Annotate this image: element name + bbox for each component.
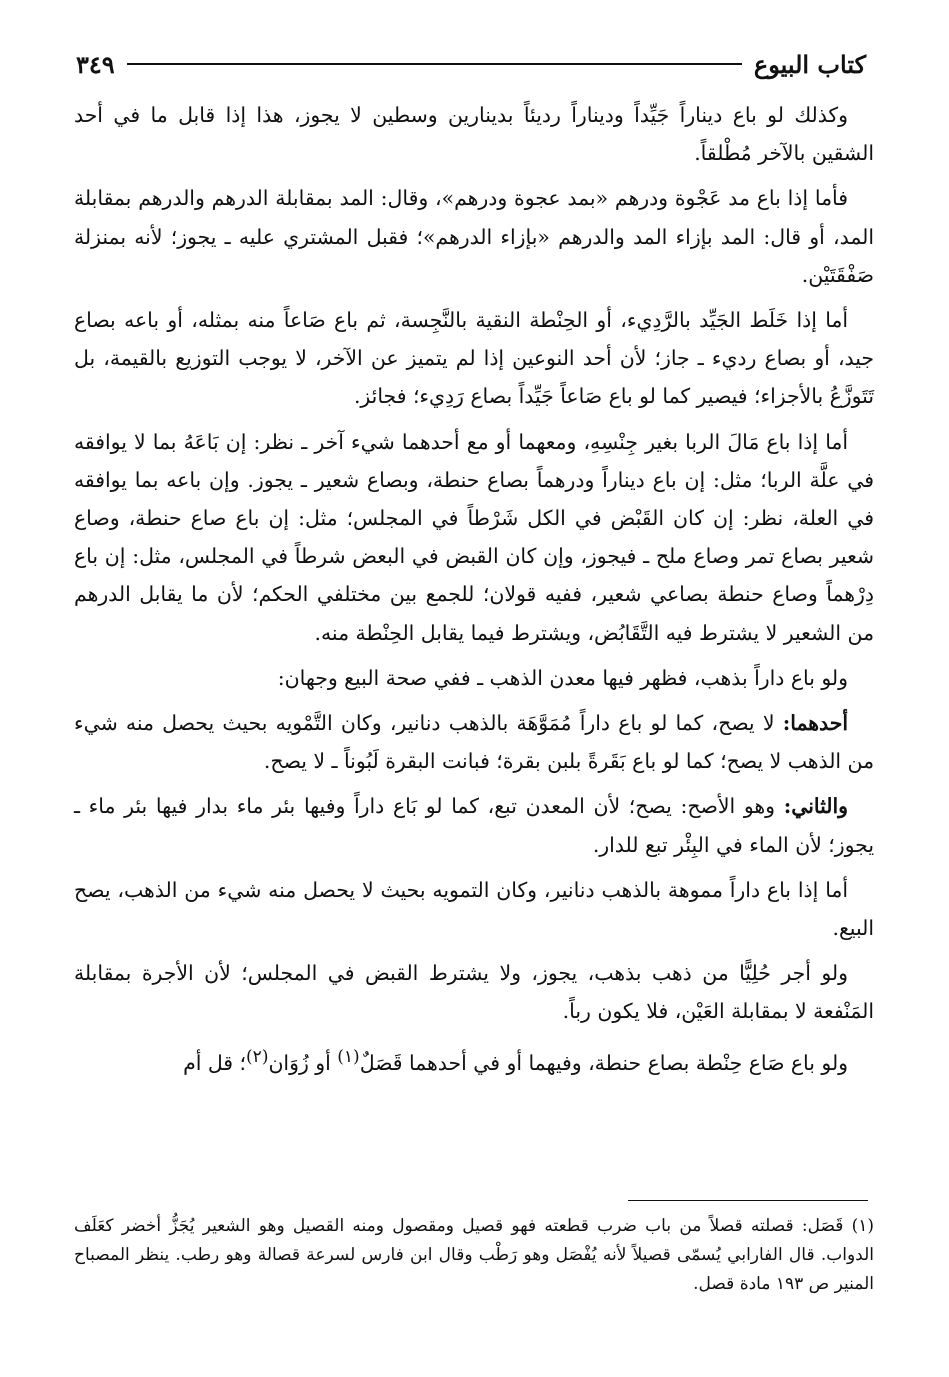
second-view-lead: والثاني: <box>783 794 848 819</box>
first-view-lead: أحدهما: <box>782 711 848 736</box>
footnote-separator <box>628 1200 868 1201</box>
paragraph: وكذلك لو باع ديناراً جَيِّداً وديناراً رديئاً بدينارين وسطين لا يجوز، هذا إذا قابل ما في أحد الشقين بالآخر مُطْلقاً. <box>74 103 874 166</box>
second-view-text: وهو الأصح: يصح؛ لأن المعدن تبع، كما لو بَاع داراً وفيها بئر ماء بدار فيها بئر ماء ـ يجوز؛ لأن الماء في البِئْر تبع للدار. <box>74 794 874 857</box>
footnotes <box>74 1212 874 1299</box>
first-view-text: لا يصح، كما لو باع داراً مُمَوَّهَة بالذهب دنانير، وكان التَّمْويه بحيث يحصل منه شيء من الذهب لا يصح؛ كما لو باع بَقَرةً بلبن بقرة؛ فبانت البقرة لَبُوناً ـ لا يصح. <box>74 711 874 774</box>
running-header <box>76 44 866 84</box>
chapter-title: كتاب البيوع <box>753 49 866 79</box>
page-number: ٣٤٩ <box>76 49 115 79</box>
main-text <box>74 96 874 1089</box>
paragraph: أما إذا باع مَالَ الربا بغير جِنْسِهِ، ومعهما أو مع أحدهما شيء آخر ـ نظر: إن بَاعَهُ بما لا يوافقه في علَّة الربا؛ مثل: إن باع ديناراً ودرهماً بصاع حنطة، وبصاع شعير ـ يجوز. وإن باعه بما يوافقه في العلة، نظر: إن كان القَبْض في الكل شَرْطاً في المجلس؛ مثل: إن باع صاع حنطة، وصاع شعير بصاع تمر وصاع ملح ـ فيجوز، وإن كان القبض في البعض شرطاً في المجلس، مثل: إن باع دِرْهماً وصاع حنطة بصاعي شعير، ففيه قولان؛ للجمع بين مختلفي الحكم؛ لأن ما يقابل الدرهم من الشعير لا يشترط فيه التَّقَابُض، ويشترط فيما يقابل الحِنْطة منه. <box>74 429 874 645</box>
last-paragraph <box>74 1038 874 1082</box>
paragraph: ولو أجر حُلِيًّا من ذهب بذهب، يجوز، ولا يشترط القبض في المجلس؛ لأن الأجرة بمقابلة المَنْفعة لا بمقابلة العَيْن، فلا يكون رباً. <box>74 961 874 1024</box>
footnote-ref-2: (٢) <box>246 1046 269 1067</box>
last-paragraph-text: ولو باع صَاع حِنْطة بصاع حنطة، وفيهما أو في أحدهما قَصَلٌ <box>359 1050 848 1075</box>
paragraph: فأما إذا باع مد عَجْوة ودرهم «بمد عجوة ودرهم»، وقال: المد بمقابلة الدرهم والدرهم بمقابلة المد، أو قال: المد بإزاء المد والدرهم «بإزاء الدرهم»؛ فقبل المشتري عليه ـ يجوز؛ لأنه بمنزلة صَفْقَتَيْن. <box>74 186 874 287</box>
last-paragraph-middle: أو زُوَان <box>268 1050 338 1075</box>
paragraph: أما إذا خَلَط الجَيِّد بالرَّدِيء، أو الحِنْطة النقية بالنَّجِسة، ثم باع صَاعاً منه بمثله، أو باعه بصاع جيد، أو بصاع رديء ـ جاز؛ لأن أحد النوعين إذا لم يتميز عن الآخر، لا يوجب التوزيع بالقيمة، بل تَتَوزَّعُ بالأجزاء؛ فيصير كما لو باع صَاعاً جَيِّداً بصاع رَدِيء؛ فجائز. <box>74 308 874 409</box>
header-rule <box>127 63 742 65</box>
paragraph: أما إذا باع داراً مموهة بالذهب دنانير، وكان التمويه بحيث لا يحصل منه شيء من الذهب، يصح البيع. <box>74 877 874 941</box>
footnote-ref-1: (١) <box>337 1046 360 1067</box>
footnote-1: (١) قَصَل: قصلته قصلاً من باب ضرب قطعته فهو قصيل ومقصول ومنه القصيل وهو الشعير يُجَزُّ أخضر كعَلَف الدواب. قال الفارابي يُسمّى قصيلاً لأنه يُفْصَل وهو رَطْب وقال ابن فارس لسرعة قصالة وهو رطب. ينظر المصباح المنير ص ١٩٣ مادة قصل. <box>74 1216 874 1294</box>
first-view-paragraph <box>74 704 874 780</box>
second-view-paragraph <box>74 787 874 863</box>
paragraph: ولو باع داراً بذهب، فظهر فيها معدن الذهب ـ ففي صحة البيع وجهان: <box>277 665 848 690</box>
last-paragraph-tail: ؛ قل أم <box>183 1050 247 1075</box>
